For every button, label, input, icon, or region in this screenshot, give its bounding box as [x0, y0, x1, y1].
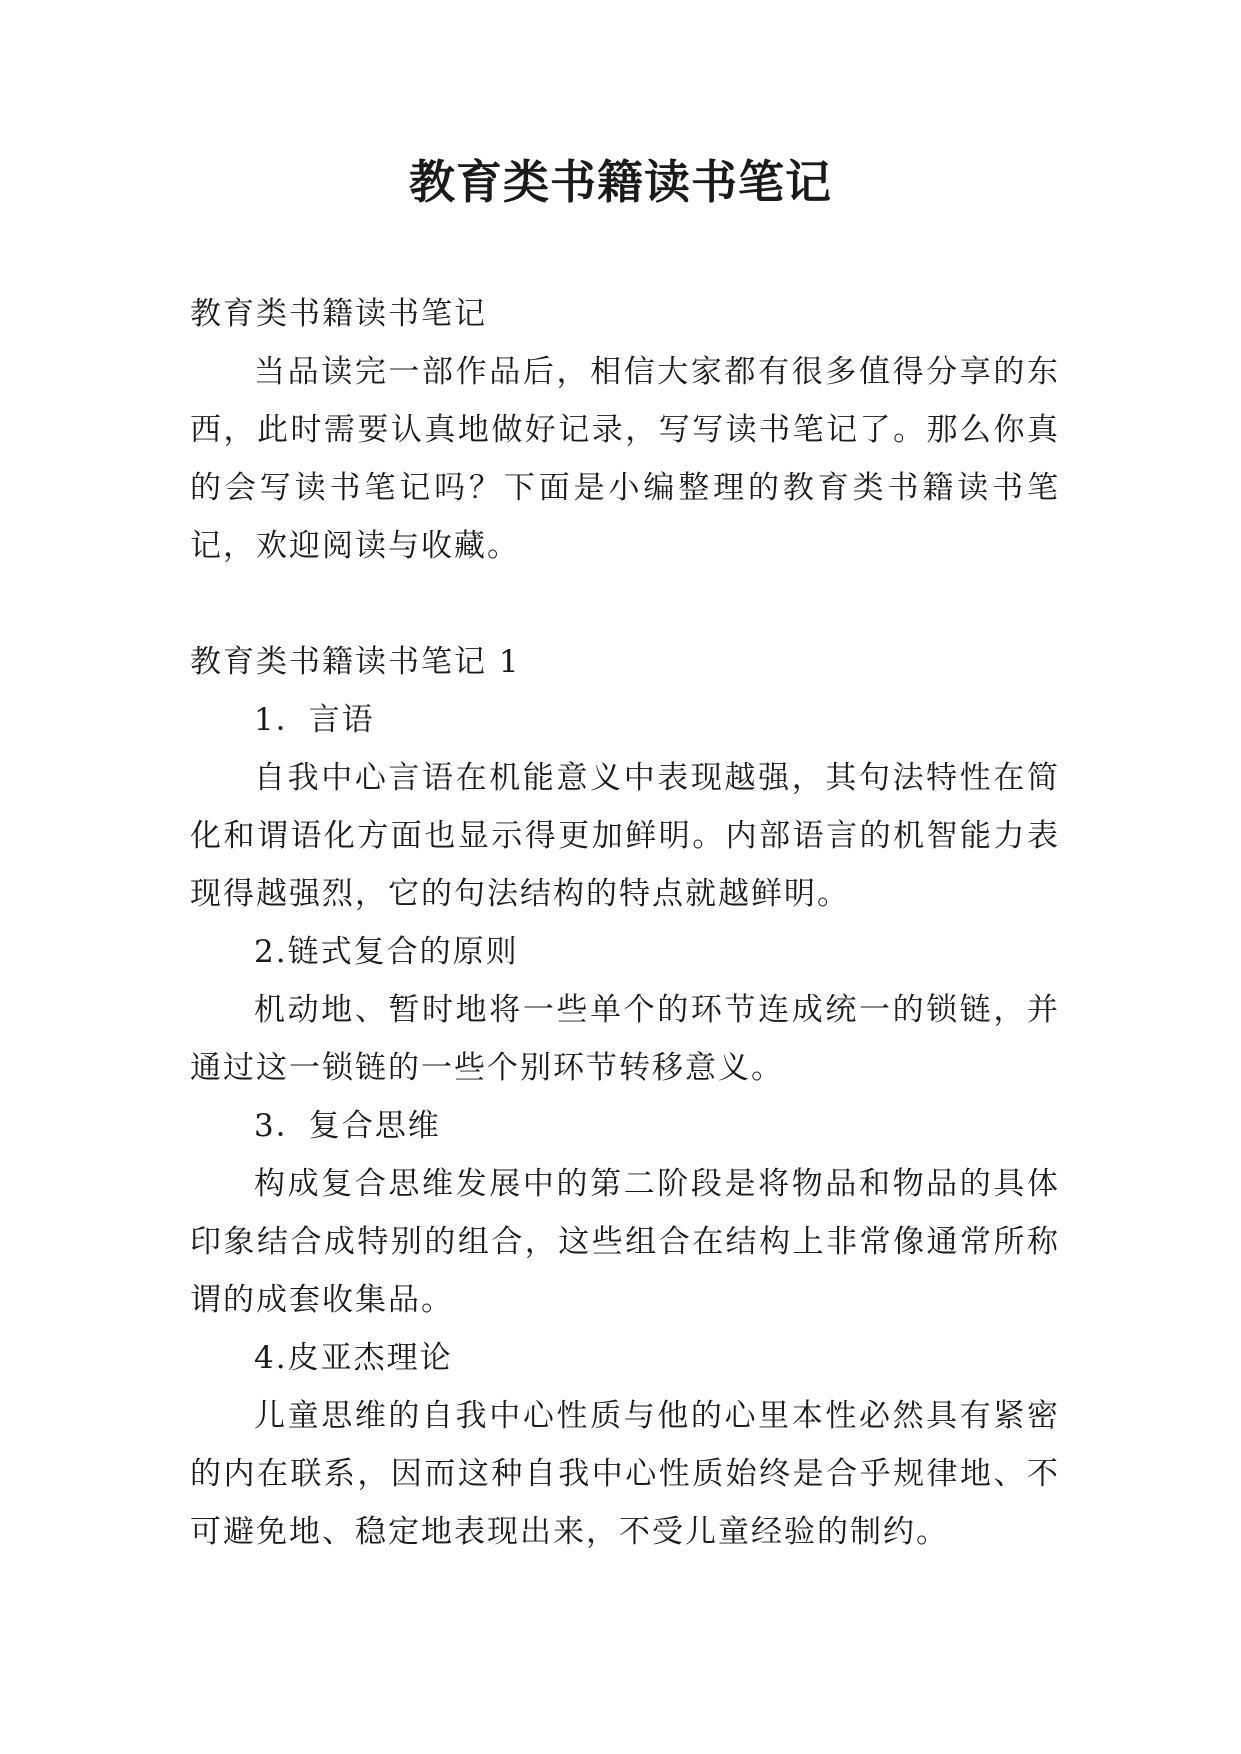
section-heading: 教育类书籍读书笔记 1: [190, 644, 521, 680]
item-heading-speech: 1．言语: [254, 702, 375, 738]
item-body-speech: 自我中心言语在机能意义中表现越强，其句法特性在简化和谓语化方面也显示得更加鲜明。内部语言的机智能力表现得越强烈，它的句法结构的特点就越鲜明。: [190, 760, 1060, 912]
item-body-complex-thinking: 构成复合思维发展中的第二阶段是将物品和物品的具体印象结合成特别的组合，这些组合在结构上非常像通常所称谓的成套收集品。: [190, 1166, 1060, 1318]
document-subtitle: 教育类书籍读书笔记: [190, 296, 487, 332]
item-heading-complex-thinking: 3．复合思维: [254, 1108, 441, 1144]
item-heading-piaget: 4.皮亚杰理论: [254, 1340, 453, 1376]
item-body-piaget: 儿童思维的自我中心性质与他的心里本性必然具有紧密的内在联系，因而这种自我中心性质始终是合乎规律地、不可避免地、稳定地表现出来，不受儿童经验的制约。: [190, 1398, 1060, 1550]
document-title: 教育类书籍读书笔记: [409, 155, 832, 209]
item-heading-chain-complex: 2.链式复合的原则: [254, 934, 519, 970]
document-body: [190, 285, 1060, 1561]
intro-paragraph: 当品读完一部作品后，相信大家都有很多值得分享的东西，此时需要认真地做好记录，写写读书笔记了。那么你真的会写读书笔记吗？下面是小编整理的教育类书籍读书笔记，欢迎阅读与收藏。: [190, 354, 1060, 564]
spacer: [190, 575, 1060, 633]
item-body-chain-complex: 机动地、暂时地将一些单个的环节连成统一的锁链，并通过这一锁链的一些个别环节转移意义。: [190, 992, 1060, 1086]
